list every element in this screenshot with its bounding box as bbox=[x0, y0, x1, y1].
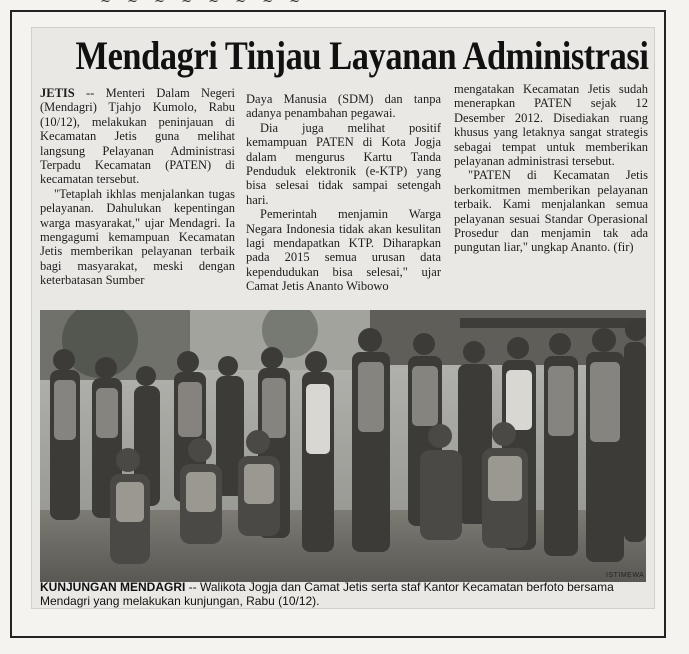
article-column-3 bbox=[454, 82, 648, 304]
headline: Mendagri Tinjau Layanan Administrasi bbox=[75, 33, 649, 78]
paragraph: Daya Manusia (SDM) dan tanpa adanya penambahan pegawai. bbox=[246, 92, 441, 121]
paragraph: Pemerintah menjamin Warga Negara Indonesia tidak akan kesulitan lagi mendapatkan KTP. Diharapkan pada 2015 semua urusan data kependudukan bisa selesai," ujar Camat Jetis Ananto Wibowo bbox=[246, 207, 441, 294]
group-photo bbox=[40, 310, 646, 582]
paragraph bbox=[40, 86, 235, 187]
dateline: JETIS bbox=[40, 86, 75, 100]
paragraph: "Tetaplah ikhlas menjalankan tugas pelayanan. Dahulukan kepentingan warga masyarakat," ujar Mendagri. Ia mengagumi kemampuan Kecamatan Jetis memberikan pelayanan terbaik bagi masyarakat, meski dengan keterbatasan Sumber bbox=[40, 186, 235, 288]
caption-heading: KUNJUNGAN MENDAGRI bbox=[40, 580, 186, 594]
article-column-2 bbox=[246, 92, 441, 314]
paragraph: mengatakan Kecamatan Jetis sudah menerapkan PATEN sejak 12 Desember 2012. Disediakan ruang khusus yang letaknya sangat strategis sebagai tempat untuk memberikan pelayanan administrasi tersebut. bbox=[454, 82, 648, 169]
handwritten-scribble: ~ ~ ~ ~ ~ ~ ~ ~ bbox=[100, 0, 307, 9]
group-photo-illustration bbox=[40, 310, 646, 582]
newspaper-clipping bbox=[32, 28, 654, 608]
paragraph: Dia juga melihat positif kemampuan PATEN di Kota Jogja dalam mengurus Kartu Tanda Penduduk elektronik (e-KTP) yang bisa selesai tidak sampai setengah hari. bbox=[246, 120, 441, 207]
photo-caption bbox=[40, 580, 650, 608]
paragraph-text: -- Menteri Dalam Negeri (Mendagri) Tjahjo Kumolo, Rabu (10/12), melakukan peninjauan di Kecamatan Jetis guna melihat langsung Pelayanan Administrasi Terpadu Kecamatan (PATEN) di kecamatan tersebut. bbox=[40, 86, 235, 187]
photo-credit: ISTIMEWA bbox=[606, 572, 645, 579]
article-column-1 bbox=[40, 86, 235, 308]
article-body bbox=[40, 82, 650, 308]
paragraph: "PATEN di Kecamatan Jetis berkomitmen memberikan pelayanan terbaik. Kami menjalankan semua pelayanan sesuai Standar Operasional Prosedur dan menjamin tak ada pungutan liar," ungkap Ananto. (fir) bbox=[454, 168, 648, 255]
caption-text: -- Walikota Jogja dan Camat Jetis serta staf Kantor Kecamatan berfoto bersama Mendagri yang melakukan kunjungan, Rabu (10/12). bbox=[40, 580, 614, 608]
